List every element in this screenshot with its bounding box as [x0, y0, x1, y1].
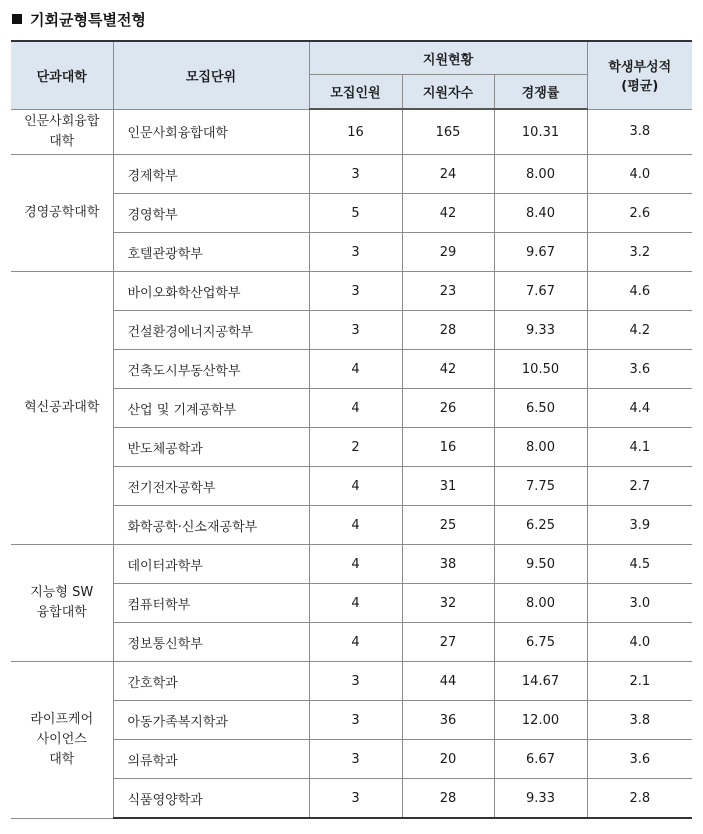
gpa-cell: 2.6: [587, 194, 692, 233]
gpa-cell: 3.9: [587, 506, 692, 545]
quota-cell: 4: [309, 506, 402, 545]
ratio-cell: 12.00: [494, 701, 587, 740]
header-ratio: 경쟁률: [494, 75, 587, 110]
table-row: [11, 389, 692, 428]
ratio-cell: 9.33: [494, 779, 587, 819]
square-bullet-icon: [12, 14, 22, 24]
table-row: [11, 779, 692, 819]
gpa-cell: 3.6: [587, 740, 692, 779]
quota-cell: 4: [309, 584, 402, 623]
unit-cell: 경영학부: [113, 194, 309, 233]
section-title-text: 기회균형특별전형: [30, 10, 146, 29]
unit-cell: 바이오화학산업학부: [113, 272, 309, 311]
table-row: [11, 109, 692, 155]
gpa-cell: 4.0: [587, 155, 692, 194]
gpa-cell: 4.0: [587, 623, 692, 662]
college-name-line: 대학: [49, 133, 75, 149]
college-name-line: 인문사회융합: [24, 113, 100, 129]
table-row: [11, 233, 692, 272]
quota-cell: 3: [309, 272, 402, 311]
header-gpa: [587, 41, 692, 109]
ratio-cell: 6.75: [494, 623, 587, 662]
applicants-cell: 24: [402, 155, 494, 194]
college-name-line: 대학: [49, 751, 75, 767]
applicants-cell: 32: [402, 584, 494, 623]
ratio-cell: 9.50: [494, 545, 587, 584]
unit-cell: 산업 및 기계공학부: [113, 389, 309, 428]
unit-cell: 의류학과: [113, 740, 309, 779]
unit-cell: 화학공학·신소재공학부: [113, 506, 309, 545]
applicants-cell: 28: [402, 311, 494, 350]
applicants-cell: 42: [402, 350, 494, 389]
ratio-cell: 10.50: [494, 350, 587, 389]
quota-cell: 4: [309, 623, 402, 662]
college-name-line: 사이언스: [36, 731, 87, 747]
table-row: [11, 584, 692, 623]
quota-cell: 4: [309, 467, 402, 506]
header-quota: 모집인원: [309, 75, 402, 110]
unit-cell: 컴퓨터학부: [113, 584, 309, 623]
ratio-cell: 6.50: [494, 389, 587, 428]
gpa-cell: 3.8: [587, 701, 692, 740]
applicants-cell: 26: [402, 389, 494, 428]
gpa-cell: 2.8: [587, 779, 692, 819]
quota-cell: 5: [309, 194, 402, 233]
ratio-cell: 8.00: [494, 584, 587, 623]
quota-cell: 3: [309, 701, 402, 740]
college-name-line: 지능형 SW: [30, 585, 94, 600]
unit-cell: 아동가족복지학과: [113, 701, 309, 740]
header-gpa-line1: 학생부성적: [608, 60, 672, 76]
gpa-cell: 4.2: [587, 311, 692, 350]
gpa-cell: 4.5: [587, 545, 692, 584]
college-cell: [11, 662, 113, 819]
ratio-cell: 7.75: [494, 467, 587, 506]
table-row: [11, 623, 692, 662]
quota-cell: 2: [309, 428, 402, 467]
college-name-line: 융합대학: [36, 605, 87, 620]
gpa-cell: 3.0: [587, 584, 692, 623]
unit-cell: 식품영양학과: [113, 779, 309, 819]
table-row: [11, 740, 692, 779]
applicants-cell: 29: [402, 233, 494, 272]
header-gpa-line2: (평균): [621, 79, 659, 95]
gpa-cell: 3.8: [587, 109, 692, 155]
applicants-cell: 23: [402, 272, 494, 311]
quota-cell: 3: [309, 779, 402, 819]
header-applicants: 지원자수: [402, 75, 494, 110]
unit-cell: 데이터과학부: [113, 545, 309, 584]
table-row: [11, 350, 692, 389]
ratio-cell: 8.00: [494, 155, 587, 194]
ratio-cell: 6.67: [494, 740, 587, 779]
ratio-cell: 8.00: [494, 428, 587, 467]
applicants-cell: 38: [402, 545, 494, 584]
college-cell: [11, 545, 113, 662]
unit-cell: 반도체공학과: [113, 428, 309, 467]
quota-cell: 3: [309, 155, 402, 194]
applicants-cell: 44: [402, 662, 494, 701]
admission-table: [11, 40, 692, 819]
applicants-cell: 165: [402, 109, 494, 155]
table-body: [11, 109, 692, 818]
gpa-cell: 3.6: [587, 350, 692, 389]
table-header: [11, 41, 692, 109]
table-row: [11, 272, 692, 311]
table-row: [11, 194, 692, 233]
unit-cell: 호텔관광학부: [113, 233, 309, 272]
college-name-line: 혁신공과대학: [24, 400, 100, 415]
unit-cell: 간호학과: [113, 662, 309, 701]
table-row: [11, 428, 692, 467]
gpa-cell: 3.2: [587, 233, 692, 272]
ratio-cell: 8.40: [494, 194, 587, 233]
gpa-cell: 2.7: [587, 467, 692, 506]
table-row: [11, 311, 692, 350]
ratio-cell: 9.67: [494, 233, 587, 272]
applicants-cell: 20: [402, 740, 494, 779]
header-college: 단과대학: [11, 41, 113, 109]
section-title: [12, 6, 146, 32]
unit-cell: 경제학부: [113, 155, 309, 194]
table-row: [11, 545, 692, 584]
applicants-cell: 25: [402, 506, 494, 545]
ratio-cell: 10.31: [494, 109, 587, 155]
college-cell: [11, 155, 113, 272]
applicants-cell: 16: [402, 428, 494, 467]
applicants-cell: 28: [402, 779, 494, 819]
applicants-cell: 36: [402, 701, 494, 740]
unit-cell: 정보통신학부: [113, 623, 309, 662]
unit-cell: 건설환경에너지공학부: [113, 311, 309, 350]
table-row: [11, 155, 692, 194]
table-row: [11, 467, 692, 506]
table-row: [11, 701, 692, 740]
applicants-cell: 27: [402, 623, 494, 662]
header-unit: 모집단위: [113, 41, 309, 109]
college-name-line: 라이프케어: [30, 711, 94, 727]
college-name-line: 경영공학대학: [24, 205, 100, 220]
unit-cell: 전기전자공학부: [113, 467, 309, 506]
applicants-cell: 42: [402, 194, 494, 233]
quota-cell: 4: [309, 545, 402, 584]
ratio-cell: 6.25: [494, 506, 587, 545]
quota-cell: 4: [309, 389, 402, 428]
gpa-cell: 4.1: [587, 428, 692, 467]
applicants-cell: 31: [402, 467, 494, 506]
quota-cell: 4: [309, 350, 402, 389]
college-cell: [11, 272, 113, 545]
gpa-cell: 2.1: [587, 662, 692, 701]
quota-cell: 3: [309, 311, 402, 350]
gpa-cell: 4.4: [587, 389, 692, 428]
quota-cell: 3: [309, 662, 402, 701]
table-row: [11, 506, 692, 545]
ratio-cell: 7.67: [494, 272, 587, 311]
table-row: [11, 662, 692, 701]
unit-cell: 건축도시부동산학부: [113, 350, 309, 389]
unit-cell: 인문사회융합대학: [113, 109, 309, 155]
header-status: 지원현황: [309, 41, 587, 75]
gpa-cell: 4.6: [587, 272, 692, 311]
ratio-cell: 9.33: [494, 311, 587, 350]
quota-cell: 3: [309, 233, 402, 272]
ratio-cell: 14.67: [494, 662, 587, 701]
college-cell: [11, 109, 113, 155]
quota-cell: 16: [309, 109, 402, 155]
quota-cell: 3: [309, 740, 402, 779]
